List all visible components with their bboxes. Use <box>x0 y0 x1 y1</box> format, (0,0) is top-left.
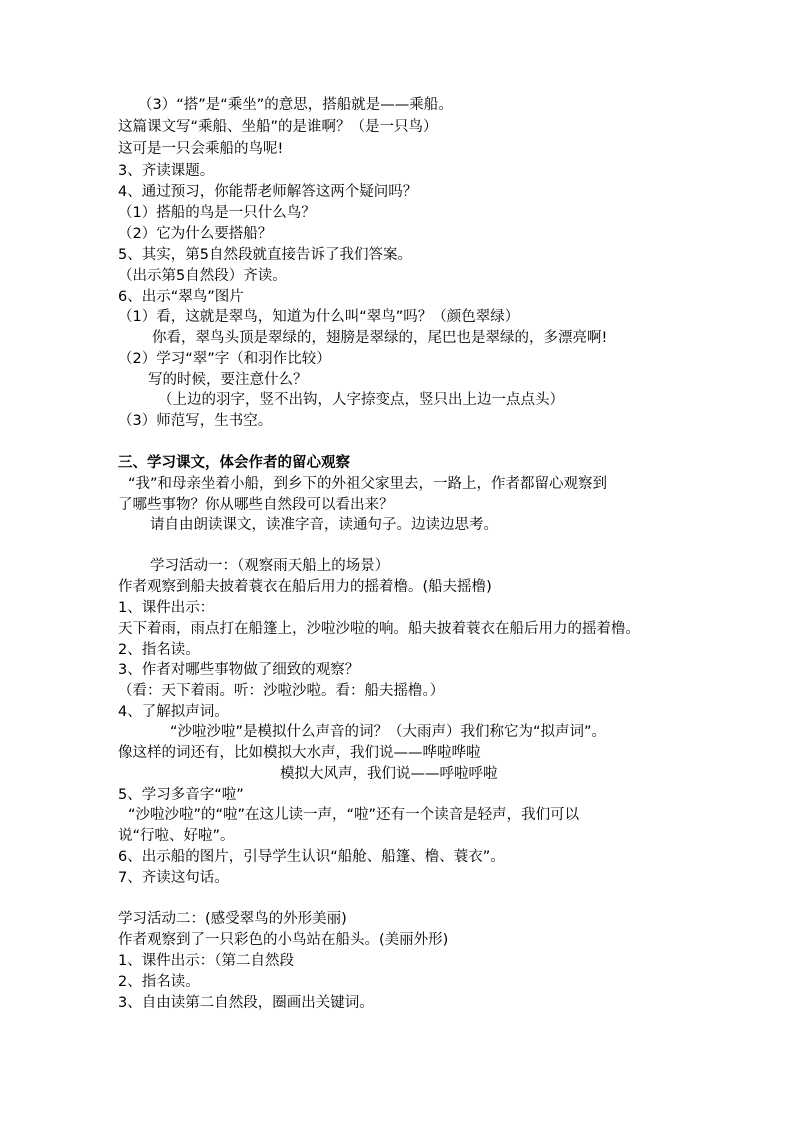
section-heading: 三、学习课文，体会作者的留心观察 <box>118 455 350 471</box>
text-line: 学习活动一：（观察雨天船上的场景） <box>150 558 390 574</box>
text-line: 7、齐读这句话。 <box>118 870 229 886</box>
text-line: “沙啦沙啦”是模拟什么声音的词？（大雨声）我们称它为“拟声词”。 <box>170 724 607 740</box>
text-line: （看：天下着雨。听：沙啦沙啦。看：船夫摇橹。） <box>118 683 445 699</box>
text-line: 2、指名读。 <box>118 974 200 990</box>
text-line: 说“行啦、好啦”。 <box>118 828 235 844</box>
text-line: 3、齐读课题。 <box>118 163 215 179</box>
text-line: （上边的羽字，竖不出钩，人字捺变点，竖只出上边一点点头） <box>158 392 564 408</box>
text-line: 6、出示船的图片，引导学生认识“船舱、船篷、橹、蓑衣”。 <box>118 849 505 865</box>
text-line: 4、通过预习，你能帮老师解答这两个疑问吗？ <box>118 184 418 200</box>
text-line: 模拟大风声，我们说——呼啦呼啦 <box>280 766 498 782</box>
text-line: 1、课件出示： <box>118 600 215 616</box>
text-line: 写的时候，要注意什么？ <box>148 372 308 388</box>
text-line: 像这样的词还有，比如模拟大水声，我们说——哗啦哗啦 <box>118 745 481 761</box>
text-line: 请自由朗读课文，读准字音，读通句子。边读边思考。 <box>150 517 498 533</box>
text-line: （1）搭船的鸟是一只什么鸟？ <box>118 205 316 221</box>
text-line: 这篇课文写“乘船、坐船”的是谁啊？（是一只鸟） <box>118 119 438 135</box>
text-line: 3、自由读第二自然段，圈画出关键词。 <box>118 995 374 1011</box>
text-line: 作者观察到船夫披着蓑衣在船后用力的摇着橹。(船夫摇橹) <box>118 579 492 595</box>
text-line: （2）它为什么要搭船？ <box>118 226 273 242</box>
text-line: （1）看，这就是翠鸟，知道为什么叫“翠鸟”吗？（颜色翠绿） <box>118 309 520 325</box>
text-line: 了哪些事物？你从哪些自然段可以看出来？ <box>118 497 394 513</box>
text-line: 4、了解拟声词。 <box>118 704 229 720</box>
text-line: 这可是一只会乘船的鸟呢! <box>118 141 284 157</box>
text-line: （2）学习“翠”字（和羽作比较） <box>118 351 331 367</box>
text-line: 你看，翠鸟头顶是翠绿的，翅膀是翠绿的，尾巴也是翠绿的，多漂亮啊! <box>152 330 608 346</box>
text-line: 5、学习多音字“啦” <box>118 787 244 803</box>
text-line: 天下着雨，雨点打在船篷上，沙啦沙啦的响。船夫披着蓑衣在船后用力的摇着橹。 <box>118 621 640 637</box>
text-line: 6、出示“翠鸟”图片 <box>118 289 244 305</box>
text-line: （3）师范写，生书空。 <box>118 413 273 429</box>
text-line: （出示第5自然段）齐读。 <box>118 268 287 284</box>
text-line: “沙啦沙啦”的“啦”在这儿读一声，“啦”还有一个读音是轻声，我们可以 <box>128 807 580 823</box>
text-line: 1、课件出示：（第二自然段 <box>118 953 294 969</box>
text-line: “我”和母亲坐着小船，到乡下的外祖父家里去，一路上，作者都留心观察到 <box>128 476 608 492</box>
text-line: 作者观察到了一只彩色的小鸟站在船头。(美丽外形) <box>118 932 449 948</box>
text-line: （3）“搭”是“乘坐”的意思，搭船就是——乘船。 <box>138 97 453 113</box>
text-line: 5、其实，第5自然段就直接告诉了我们答案。 <box>118 247 412 263</box>
text-line: 学习活动二：(感受翠鸟的外形美丽) <box>118 911 347 927</box>
text-line: 3、作者对哪些事物做了细致的观察？ <box>118 662 360 678</box>
text-line: 2、指名读。 <box>118 642 200 658</box>
